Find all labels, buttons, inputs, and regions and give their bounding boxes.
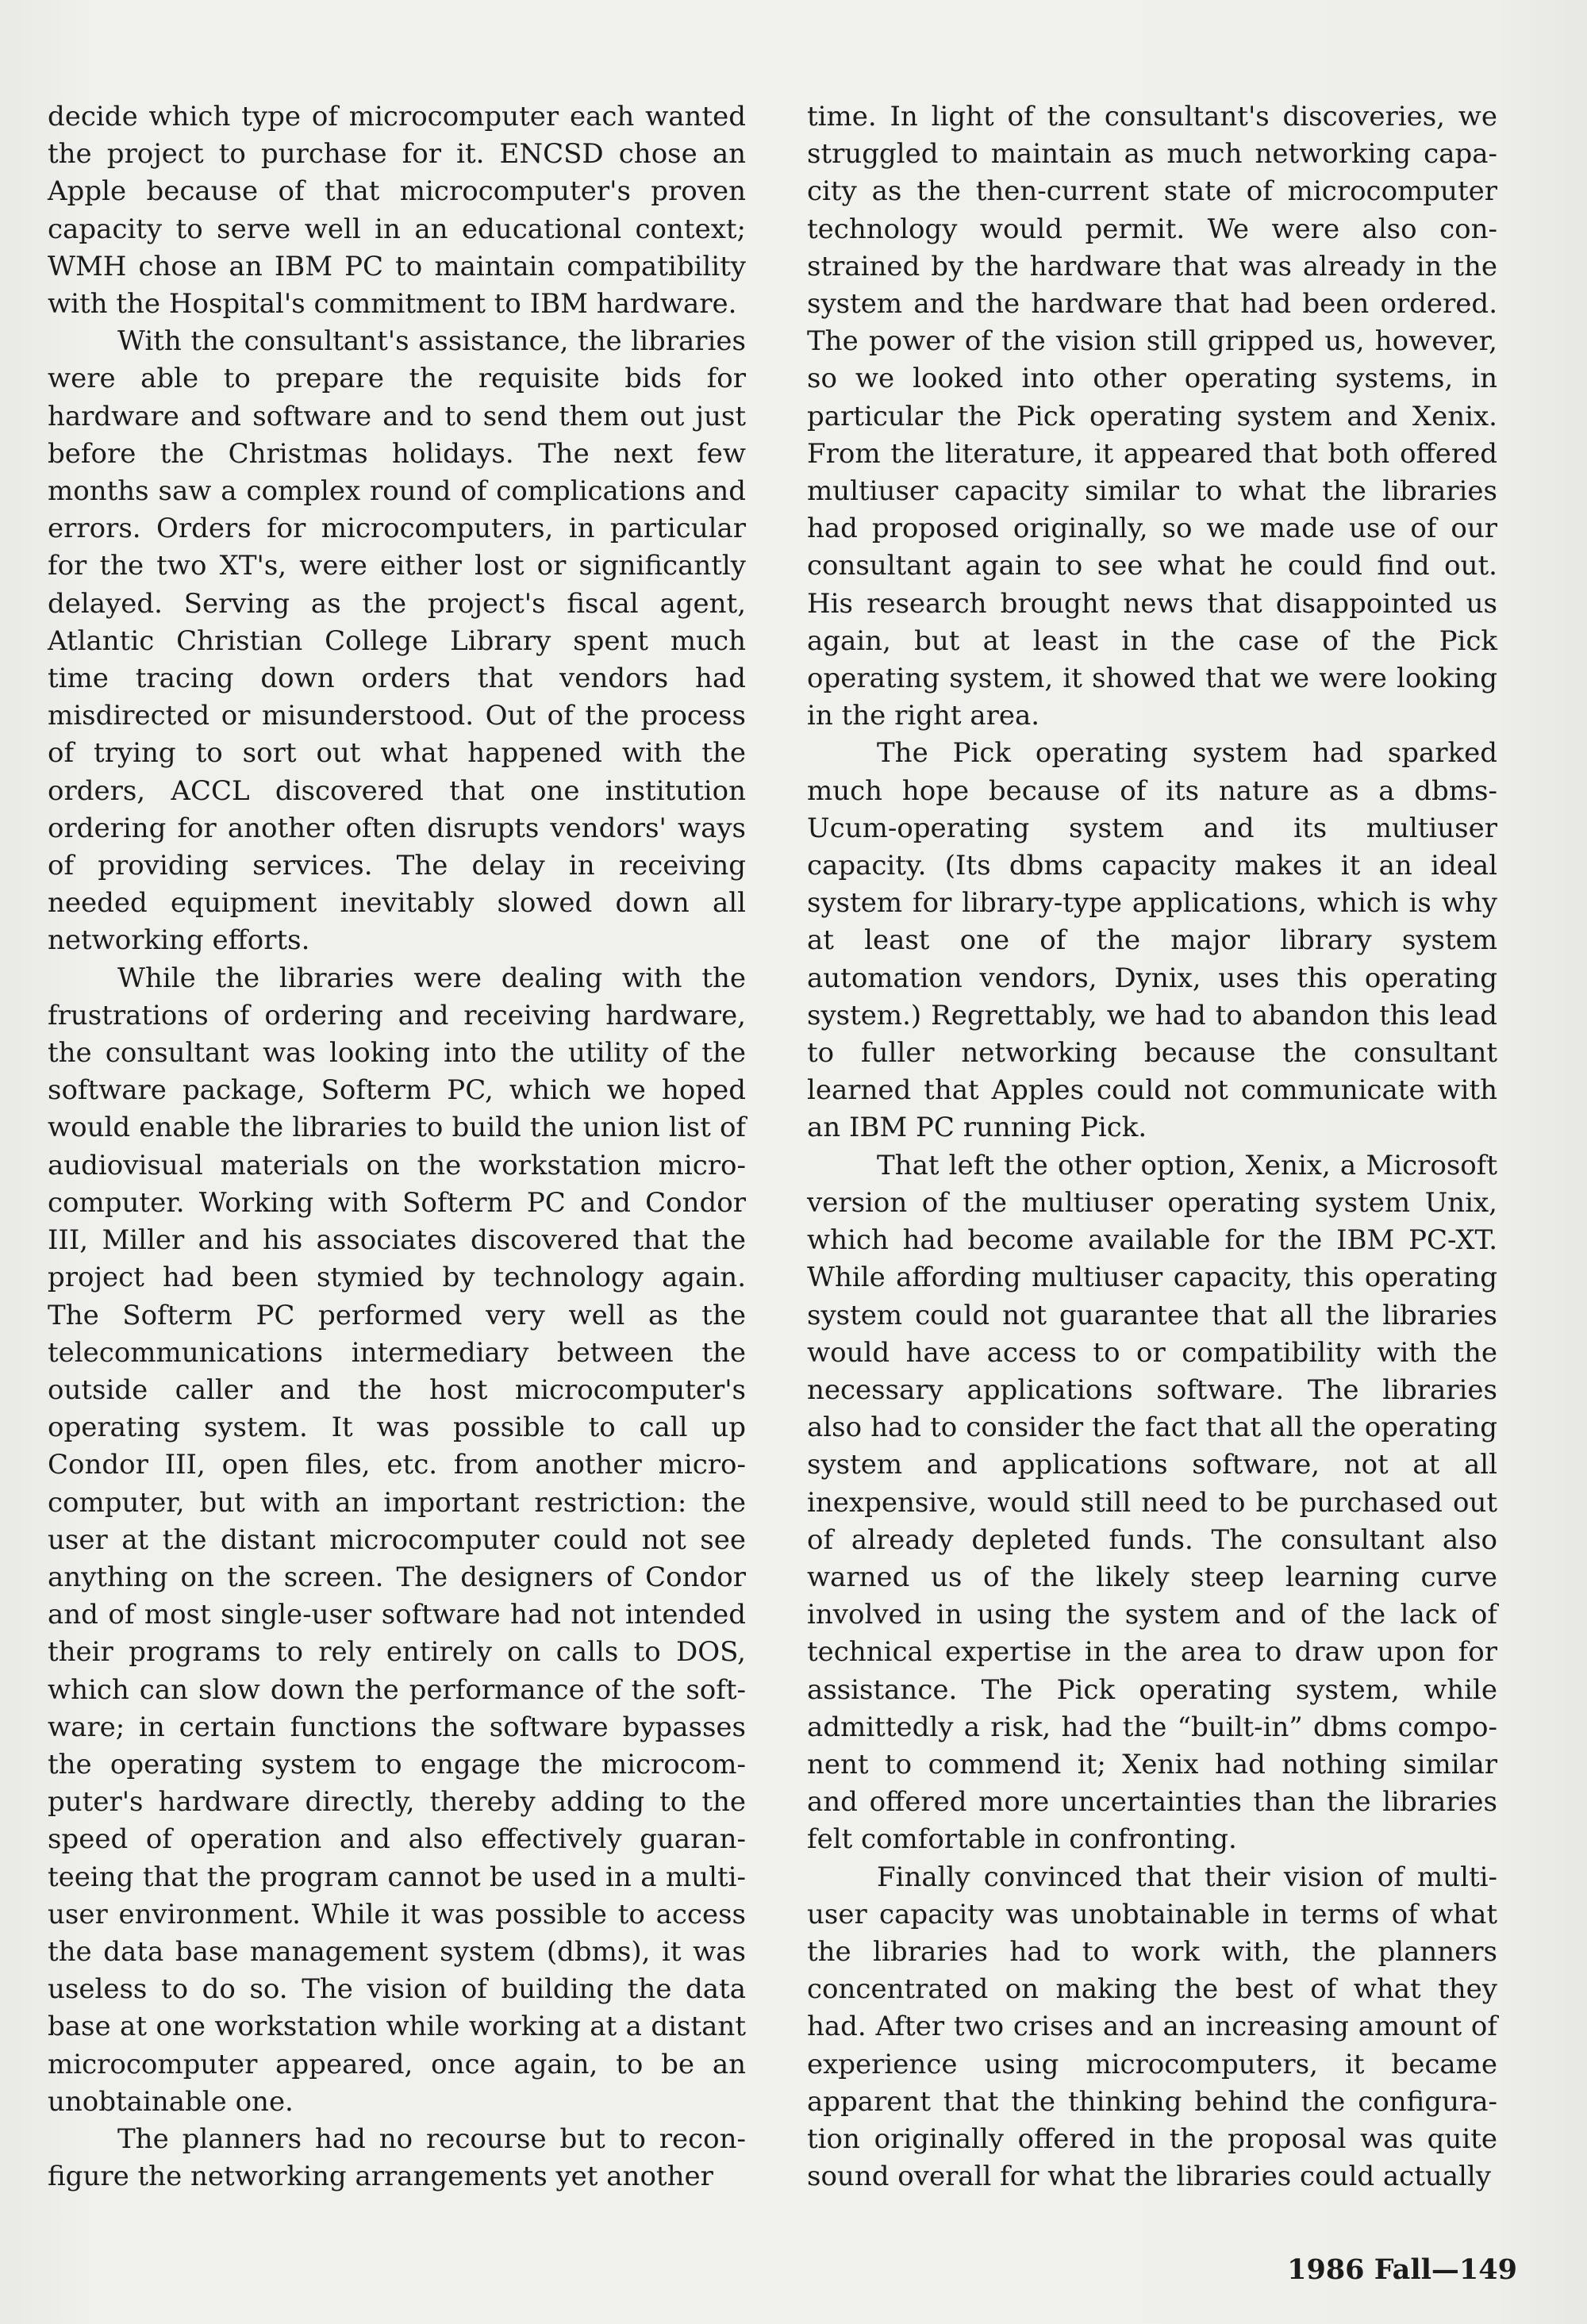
- right-paragraph-4: Finally convinced that their vision of multiuser capacity was unobtainable in terms of what the libraries had to work with, the planners concentrated on making the best of what they had. After two crises and an increasing amount of experience using microcomputers, it became apparent that the thinking behind the configuration originally offered in the proposal was quite sound overall for what the libraries could actually: [807, 1861, 1497, 2193]
- right-paragraph-1: time. In light of the consultant's discoveries, we struggled to maintain as much networking capacity as the then-current state of microcomputer technology would permit. We were also constrained by the hardware that was already in the system and the hardware that had been ordered. The power of the vision still gripped us, however, so we looked into other operating systems, in particular the Pick operating system and Xenix. From the literature, it appeared that both offered multiuser capacity similar to what the libraries had proposed originally, so we made use of our consultant again to see what he could find out. His research brought news that disappointed us again, but at least in the case of the Pick operating system, it showed that we were looking in the right area.: [807, 101, 1497, 732]
- right-paragraph-3: That left the other option, Xenix, a Microsoft version of the multiuser operating system Unix, which had become available for the IBM PC-XT. While affording multiuser capacity, this operating system could not guarantee that all the libraries would have access to or compatibility with the necessary applications software. The libraries also had to consider the fact that all the operating system and applications software, not at all inexpensive, would still need to be purchased out of already depleted funds. The consultant also warned us of the likely steep learning curve involved in using the system and of the lack of technical expertise in the area to draw upon for assistance. The Pick operating system, while admittedly a risk, had the “built-in” dbms component to commend it; Xenix had nothing similar and offered more uncertainties than the libraries felt comfortable in confronting.: [807, 1149, 1497, 1856]
- page-folio: 1986 Fall—149: [1287, 2253, 1517, 2286]
- right-paragraph-2: The Pick operating system had sparked much hope because of its nature as a dbms-Ucum-operating system and its multiuser capacity. (Its dbms capacity makes it an ideal system for library-type applications, which is why at least one of the major library system automation vendors, Dynix, uses this operating system.) Regrettably, we had to abandon this lead to fuller networking because the consultant learned that Apples could not communicate with an IBM PC running Pick.: [807, 737, 1497, 1144]
- left-paragraph-3: While the libraries were dealing with the frustrations of ordering and receiving hardware, the consultant was looking into the utility of the software package, Softerm PC, which we hoped would enable the libraries to build the union list of audiovisual materials on the workstation microcomputer. Working with Softerm PC and Condor III, Miller and his associates discovered that the project had been stymied by technology again. The Softerm PC performed very well as the telecommunications intermediary between the outside caller and the host microcomputer's operating system. It was possible to call up Condor III, open files, etc. from another microcomputer, but with an important restriction: the user at the distant microcomputer could not see anything on the screen. The designers of Condor and of most single-user software had not intended their programs to rely entirely on calls to DOS, which can slow down the performance of the software; in certain functions the software bypasses the operating system to engage the microcomputer's hardware directly, thereby adding to the speed of operation and also effectively guaranteeing that the program cannot be used in a multiuser environment. While it was possible to access the data base management system (dbms), it was useless to do so. The vision of building the data base at one workstation while working at a distant microcomputer appeared, once again, to be an unobtainable one.: [48, 962, 746, 2118]
- left-paragraph-4: The planners had no recourse but to reconfigure the networking arrangements yet another: [48, 2122, 746, 2193]
- left-paragraph-2: With the consultant's assistance, the libraries were able to prepare the requisite bids for hardware and software and to send them out just before the Christmas holidays. The next few months saw a complex round of complications and errors. Orders for microcomputers, in particular for the two XT's, were either lost or significantly delayed. Serving as the project's fiscal agent, Atlantic Christian College Library spent much time tracing down orders that vendors had misdirected or misunderstood. Out of the process of trying to sort out what happened with the orders, ACCL discovered that one institution ordering for another often disrupts vendors' ways of providing services. The delay in receiving needed equipment inevitably slowed down all networking efforts.: [48, 325, 746, 957]
- left-column: [48, 98, 746, 2195]
- left-paragraph-1: decide which type of microcomputer each wanted the project to purchase for it. ENCSD chose an Apple because of that microcomputer's proven capacity to serve well in an educational context; WMH chose an IBM PC to maintain compatibility with the Hospital's commitment to IBM hardware.: [48, 101, 746, 321]
- right-column: [807, 98, 1497, 2195]
